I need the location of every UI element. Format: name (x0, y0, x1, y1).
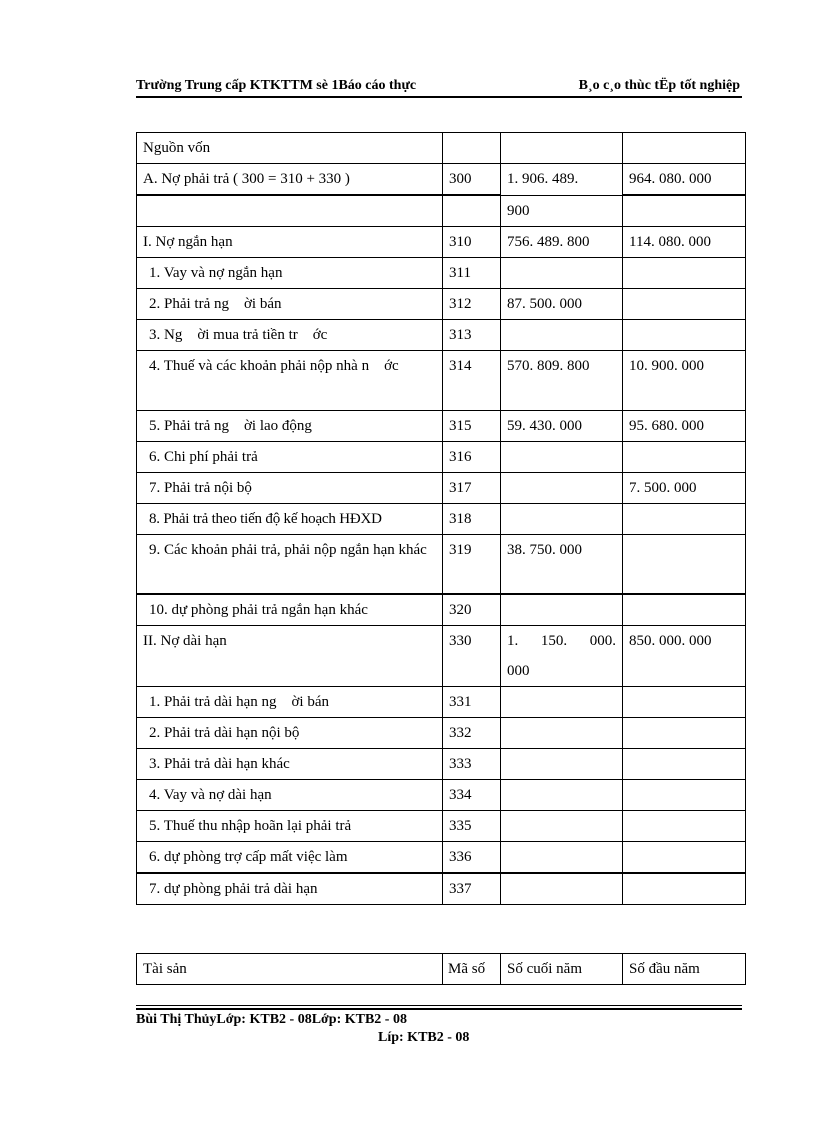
table-row (137, 350, 746, 410)
row-end-value: 756. 489. 800 (501, 226, 623, 257)
table-row (137, 288, 746, 319)
row-start-value (623, 441, 746, 472)
col-start-header: Số đầu năm (623, 954, 746, 985)
col-code-header: Mã số (443, 954, 501, 985)
row-code: 312 (443, 288, 501, 319)
row-start-value: 95. 680. 000 (623, 410, 746, 441)
row-name: 6. dự phòng trợ cấp mất việc làm (137, 842, 443, 874)
row-end-value: 59. 430. 000 (501, 410, 623, 441)
row-name: 2. Phải trả ng ời bán (137, 288, 443, 319)
table-row (137, 749, 746, 780)
table-row (137, 811, 746, 842)
table-row (137, 226, 746, 257)
table-row (137, 133, 746, 164)
row-code: 334 (443, 780, 501, 811)
row-code: 335 (443, 811, 501, 842)
row-code: 333 (443, 749, 501, 780)
footer-class: Líp: KTB2 - 08 (378, 1030, 470, 1045)
row-start-value: 850. 000. 000 (623, 626, 746, 687)
table-row (137, 472, 746, 503)
footer-rule-thick (136, 1008, 742, 1010)
row-start-value (623, 534, 746, 594)
row-start-value (623, 811, 746, 842)
table-row (137, 718, 746, 749)
table-row (137, 687, 746, 718)
header-rule (136, 96, 742, 98)
row-start-value (623, 873, 746, 905)
table-row (137, 410, 746, 441)
row-name: 6. Chi phí phải trả (137, 441, 443, 472)
row-end-value: 900 (501, 195, 623, 226)
row-name: 4. Thuế và các khoản phải nộp nhà n ớc (137, 350, 443, 410)
row-code: 330 (443, 626, 501, 687)
row-start-value (623, 687, 746, 718)
row-start-value (623, 319, 746, 350)
row-start-value (623, 749, 746, 780)
row-code (443, 133, 501, 164)
row-end-value (501, 780, 623, 811)
row-code: 331 (443, 687, 501, 718)
row-end-value (501, 133, 623, 164)
row-code: 320 (443, 594, 501, 626)
row-name: A. Nợ phải trả ( 300 = 310 + 330 ) (137, 164, 443, 196)
row-name: 1. Vay và nợ ngắn hạn (137, 257, 443, 288)
row-end-value: 1. 150. 000. 000 (501, 626, 623, 687)
table-row (137, 319, 746, 350)
table-row (137, 594, 746, 626)
row-end-value (501, 594, 623, 626)
row-end-value (501, 873, 623, 905)
row-code: 337 (443, 873, 501, 905)
table-row (137, 842, 746, 874)
row-name: 8. Phải trả theo tiến độ kế hoạch HĐXD (137, 503, 443, 534)
row-name: 4. Vay và nợ dài hạn (137, 780, 443, 811)
row-start-value (623, 288, 746, 319)
table-row (137, 503, 746, 534)
row-code: 317 (443, 472, 501, 503)
row-end-value (501, 749, 623, 780)
row-end-value (501, 503, 623, 534)
col-end-header: Số cuối năm (501, 954, 623, 985)
row-start-value (623, 257, 746, 288)
row-code: 310 (443, 226, 501, 257)
table-row (137, 626, 746, 687)
row-end-value (501, 472, 623, 503)
row-end-value (501, 811, 623, 842)
row-code: 311 (443, 257, 501, 288)
row-start-value: 114. 080. 000 (623, 226, 746, 257)
row-code: 332 (443, 718, 501, 749)
row-code: 336 (443, 842, 501, 874)
row-end-value (501, 842, 623, 874)
row-code: 319 (443, 534, 501, 594)
row-code: 315 (443, 410, 501, 441)
row-name: Nguồn vốn (137, 133, 443, 164)
table-row (137, 780, 746, 811)
row-start-value: 964. 080. 000 (623, 164, 746, 196)
row-code: 318 (443, 503, 501, 534)
row-code: 313 (443, 319, 501, 350)
row-end-value (501, 319, 623, 350)
table-row (137, 195, 746, 226)
row-end-value (501, 718, 623, 749)
row-code: 300 (443, 164, 501, 196)
table-row (137, 164, 746, 196)
row-name: II. Nợ dài hạn (137, 626, 443, 687)
row-end-value: 87. 500. 000 (501, 288, 623, 319)
row-name: 5. Phải trả ng ời lao động (137, 410, 443, 441)
row-name: 7. Phải trả nội bộ (137, 472, 443, 503)
table-row (137, 441, 746, 472)
footer-rule (136, 1005, 742, 1006)
row-name: 10. dự phòng phải trả ngắn hạn khác (137, 594, 443, 626)
row-name: 7. dự phòng phải trả dài hạn (137, 873, 443, 905)
row-end-value: 38. 750. 000 (501, 534, 623, 594)
row-name (137, 195, 443, 226)
row-end-value: 570. 809. 800 (501, 350, 623, 410)
header-school: Trường Trung cấp KTKTTM sè 1Báo cáo thực (136, 78, 417, 93)
col-asset-header: Tài sản (137, 954, 443, 985)
row-code: 314 (443, 350, 501, 410)
footer-author: Bùi Thị ThủyLớp: KTB2 - 08Lớp: KTB2 - 08 (136, 1012, 407, 1027)
assets-header-table (136, 953, 746, 985)
row-start-value (623, 594, 746, 626)
row-start-value (623, 842, 746, 874)
liabilities-table (136, 132, 746, 905)
row-name: 2. Phải trả dài hạn nội bộ (137, 718, 443, 749)
row-end-value (501, 257, 623, 288)
table-row (137, 873, 746, 905)
row-start-value: 10. 900. 000 (623, 350, 746, 410)
row-code (443, 195, 501, 226)
row-name: I. Nợ ngắn hạn (137, 226, 443, 257)
page-header (136, 76, 740, 98)
row-name: 3. Ng ời mua trả tiền tr ớc (137, 319, 443, 350)
row-start-value (623, 718, 746, 749)
table-row (137, 257, 746, 288)
row-name: 5. Thuế thu nhập hoãn lại phải trả (137, 811, 443, 842)
row-start-value: 7. 500. 000 (623, 472, 746, 503)
table-header-row (137, 954, 746, 985)
row-name: 3. Phải trả dài hạn khác (137, 749, 443, 780)
row-start-value (623, 780, 746, 811)
row-end-value (501, 441, 623, 472)
table-row (137, 534, 746, 594)
row-code: 316 (443, 441, 501, 472)
header-report-title: B¸o c¸o thùc tËp tốt nghiệp (578, 78, 740, 93)
row-start-value (623, 503, 746, 534)
row-name: 9. Các khoản phải trả, phải nộp ngắn hạn khác (137, 534, 443, 594)
row-end-value (501, 687, 623, 718)
row-start-value (623, 133, 746, 164)
row-name: 1. Phải trả dài hạn ng ời bán (137, 687, 443, 718)
row-end-value: 1. 906. 489. (501, 164, 623, 196)
row-start-value (623, 195, 746, 226)
